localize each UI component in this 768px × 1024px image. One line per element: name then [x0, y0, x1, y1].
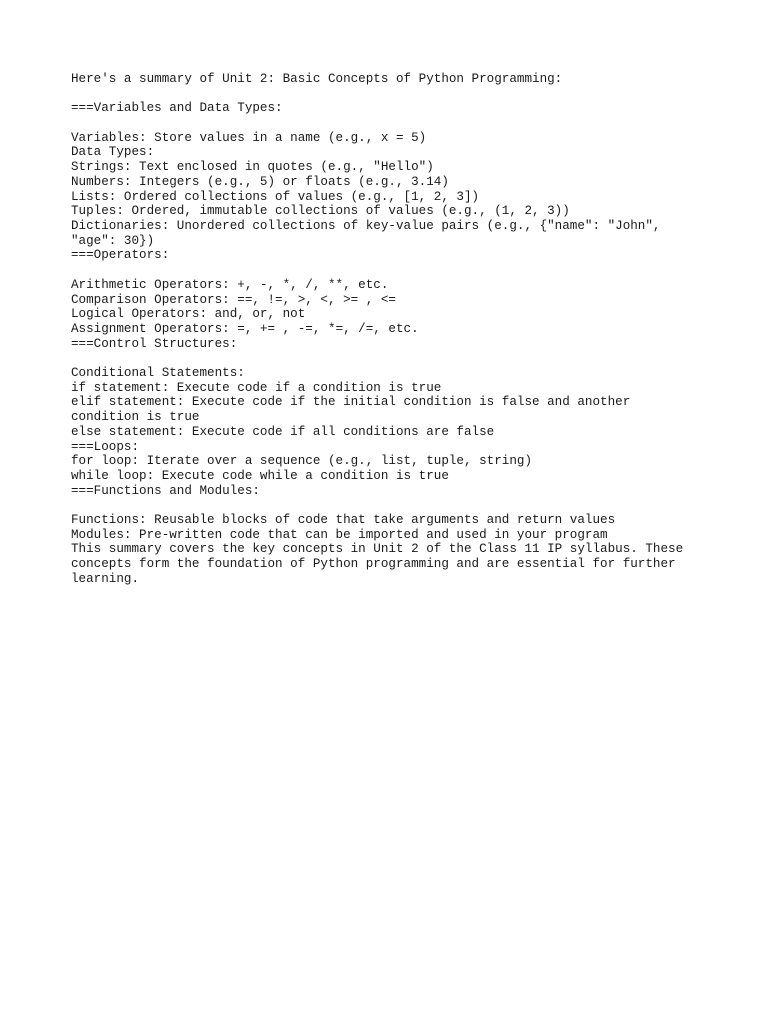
text-line: condition is true: [71, 410, 200, 425]
text-line: if statement: Execute code if a condition is true: [71, 380, 442, 395]
section-heading-variables: ===Variables and Data Types:: [71, 101, 283, 116]
blank-line: [71, 87, 721, 102]
text-line: Strings: Text enclosed in quotes (e.g., "Hello"): [71, 160, 434, 175]
text-line: Modules: Pre-written code that can be imported and used in your program: [71, 527, 608, 542]
text-line: Tuples: Ordered, immutable collections of values (e.g., (1, 2, 3)): [71, 204, 570, 219]
text-line: Numbers: Integers (e.g., 5) or floats (e.g., 3.14): [71, 174, 449, 189]
section-heading-operators: ===Operators:: [71, 248, 170, 263]
blank-line: [71, 498, 721, 513]
blank-line: [71, 116, 721, 131]
section-heading-functions: ===Functions and Modules:: [71, 483, 260, 498]
text-line: Dictionaries: Unordered collections of key-value pairs (e.g., {"name": "John",: [71, 219, 661, 233]
conclusion-line: This summary covers the key concepts in Unit 2 of the Class 11 IP syllabus. These: [71, 542, 684, 557]
section-heading-control-structures: ===Control Structures:: [71, 336, 238, 351]
text-line: Functions: Reusable blocks of code that take arguments and return values: [71, 513, 616, 528]
text-line: while loop: Execute code while a condition is true: [71, 468, 449, 483]
text-line: for loop: Iterate over a sequence (e.g., list, tuple, string): [71, 454, 533, 469]
text-line: "age": 30}): [71, 233, 155, 248]
text-line: Lists: Ordered collections of values (e.g., [1, 2, 3]): [71, 189, 480, 204]
text-line: Conditional Statements:: [71, 366, 245, 380]
text-line: Arithmetic Operators: +, -, *, /, **, etc.: [71, 277, 389, 292]
intro-line: Here's a summary of Unit 2: Basic Concepts of Python Programming:: [71, 72, 563, 86]
text-line: Assignment Operators: =, += , -=, *=, /=, etc.: [71, 321, 419, 336]
section-heading-loops: ===Loops:: [71, 439, 140, 454]
text-line: Data Types:: [71, 145, 155, 160]
document-body: [71, 72, 721, 587]
text-line: Logical Operators: and, or, not: [71, 307, 306, 322]
blank-line: [71, 263, 721, 278]
text-line: Variables: Store values in a name (e.g., x = 5): [71, 130, 427, 145]
blank-line: [71, 351, 721, 366]
text-line: Comparison Operators: ==, !=, >, <, >= , <=: [71, 292, 396, 307]
conclusion-line: concepts form the foundation of Python programming and are essential for further: [71, 557, 676, 572]
conclusion-line: learning.: [71, 571, 140, 586]
text-line: elif statement: Execute code if the initial condition is false and another: [71, 395, 631, 410]
text-line: else statement: Execute code if all conditions are false: [71, 424, 495, 439]
